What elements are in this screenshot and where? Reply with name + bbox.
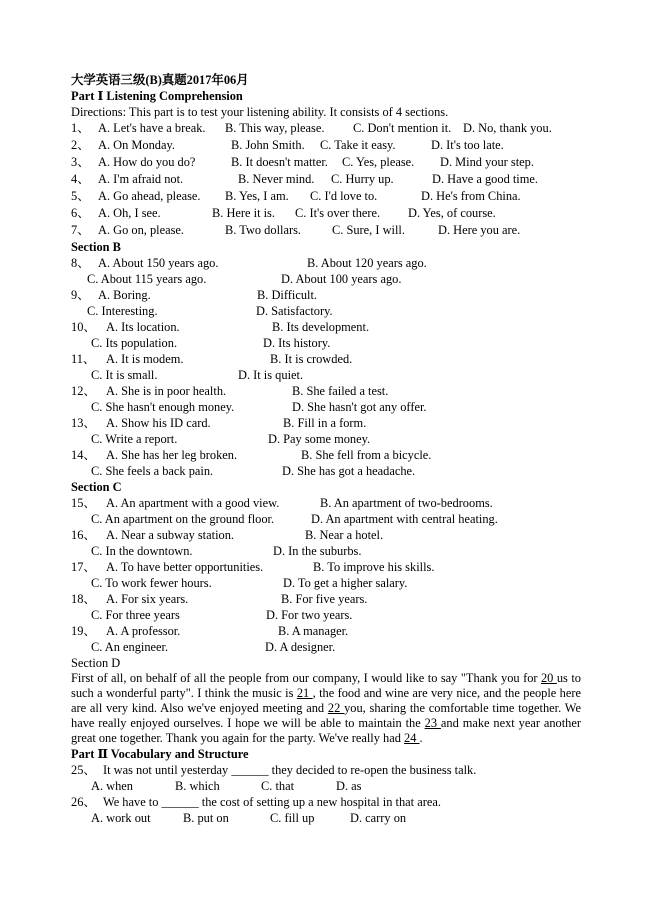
option-d: D. It's too late. [431, 138, 504, 152]
passage-text: First of all, on behalf of all the people from our company, I would like to say "Thank you for [71, 671, 541, 685]
option-c: C. An engineer. [91, 640, 169, 654]
option-c: C. Sure, I will. [332, 223, 405, 237]
question-19 [71, 623, 581, 655]
option-b: B. An apartment of two-bedrooms. [320, 496, 493, 510]
option-b: B. Fill in a form. [283, 416, 367, 430]
option-d: D. About 100 years ago. [281, 272, 402, 286]
option-a: A. A professor. [106, 624, 181, 638]
question-9 [71, 287, 581, 319]
question-16 [71, 527, 581, 559]
question-number: 11、 [71, 352, 96, 366]
option-c: C. For three years [91, 608, 180, 622]
option-d: D. He's from China. [421, 189, 521, 203]
question-stem: We have to ______ the cost of setting up a new hospital in that area. [103, 795, 441, 809]
question-number: 12、 [71, 384, 96, 398]
option-b: B. Two dollars. [225, 223, 302, 237]
question-number: 14、 [71, 448, 96, 462]
option-d: D. Pay some money. [268, 432, 371, 446]
option-c: C. Hurry up. [331, 172, 394, 186]
option-d: D. Here you are. [438, 223, 521, 237]
question-17 [71, 559, 581, 591]
option-d: D. Satisfactory. [256, 304, 333, 318]
question-number: 17、 [71, 560, 96, 574]
option-a: A. Near a subway station. [106, 528, 235, 542]
option-c: C. An apartment on the ground floor. [91, 512, 275, 526]
option-d: D. No, thank you. [463, 121, 552, 135]
question-8 [71, 255, 581, 287]
question-12 [71, 383, 581, 415]
question-number: 25、 [71, 763, 96, 777]
option-a: A. Show his ID card. [106, 416, 211, 430]
passage-text: us to such a wonderful party". I think the music is [71, 671, 581, 700]
question-number: 1、 [71, 121, 90, 135]
option-d: D. To get a higher salary. [283, 576, 408, 590]
question-number: 18、 [71, 592, 96, 606]
option-b: B. She failed a test. [292, 384, 389, 398]
question-3 [71, 154, 581, 171]
option-d: D. It is quiet. [238, 368, 304, 382]
option-c: C. It is small. [91, 368, 158, 382]
option-c: C. that [261, 779, 295, 793]
question-number: 19、 [71, 624, 96, 638]
option-d: D. In the suburbs. [273, 544, 362, 558]
question-25 [71, 762, 581, 794]
part2-heading: Part Ⅱ Vocabulary and Structure [71, 747, 249, 761]
question-26 [71, 794, 581, 826]
question-14 [71, 447, 581, 479]
option-b: B. This way, please. [225, 121, 325, 135]
option-a: A. She is in poor health. [106, 384, 227, 398]
option-a: A. Oh, I see. [98, 206, 161, 220]
passage-text: , the food and wine are very nice, and the people here are all very kind. Also we've enjoyed meeting and [71, 686, 581, 715]
section-d-passage [71, 671, 581, 746]
question-6 [71, 205, 581, 222]
question-number: 8、 [71, 256, 90, 270]
option-c: C. It's over there. [295, 206, 381, 220]
option-b: B. Never mind. [238, 172, 315, 186]
option-a: A. Boring. [98, 288, 151, 302]
option-c: C. Take it easy. [320, 138, 396, 152]
option-c: C. About 115 years ago. [87, 272, 207, 286]
blank-24: 24 [404, 731, 420, 745]
option-a: A. when [91, 779, 133, 793]
option-c: C. Write a report. [91, 432, 178, 446]
section-d-heading: Section D [71, 656, 121, 670]
question-11 [71, 351, 581, 383]
blank-21: 21 [296, 686, 313, 700]
option-a: A. It is modem. [106, 352, 184, 366]
option-c: C. Its population. [91, 336, 178, 350]
option-a: A. I'm afraid not. [98, 172, 184, 186]
passage-text: . [419, 731, 423, 745]
question-7 [71, 222, 581, 239]
option-c: C. Yes, please. [342, 155, 415, 169]
option-b: B. It doesn't matter. [231, 155, 328, 169]
blank-23: 23 [424, 716, 441, 730]
option-a: A. For six years. [106, 592, 189, 606]
option-b: B. John Smith. [231, 138, 305, 152]
question-4 [71, 171, 581, 188]
option-d: D. Its history. [263, 336, 331, 350]
option-b: B. Its development. [272, 320, 370, 334]
blank-20: 20 [540, 671, 557, 685]
option-b: B. About 120 years ago. [307, 256, 427, 270]
option-d: D. For two years. [266, 608, 353, 622]
part1-heading: Part Ⅰ Listening Comprehension [71, 89, 243, 103]
option-a: A. Let's have a break. [98, 121, 206, 135]
option-c: C. She feels a back pain. [91, 464, 214, 478]
option-d: D. Have a good time. [432, 172, 538, 186]
option-d: D. She has got a headache. [282, 464, 416, 478]
option-a: A. She has her leg broken. [106, 448, 238, 462]
option-c: C. She hasn't enough money. [91, 400, 235, 414]
option-b: B. Here it is. [212, 206, 275, 220]
option-b: B. She fell from a bicycle. [301, 448, 432, 462]
section-c [71, 495, 581, 655]
option-b: B. Yes, I am. [225, 189, 289, 203]
question-number: 13、 [71, 416, 96, 430]
question-number: 3、 [71, 155, 90, 169]
option-c: C. In the downtown. [91, 544, 193, 558]
option-b: B. It is crowded. [270, 352, 353, 366]
question-number: 6、 [71, 206, 90, 220]
option-d: D. An apartment with central heating. [311, 512, 498, 526]
passage-text: and make next year another great one together. Thank you again for the party. We've really had [71, 716, 581, 745]
question-number: 4、 [71, 172, 90, 186]
option-a: A. About 150 years ago. [98, 256, 219, 270]
section-a [71, 120, 581, 239]
section-b [71, 255, 581, 479]
option-a: A. Go ahead, please. [98, 189, 201, 203]
question-number: 7、 [71, 223, 90, 237]
option-d: D. She hasn't got any offer. [292, 400, 427, 414]
question-number: 16、 [71, 528, 96, 542]
option-c: C. I'd love to. [310, 189, 378, 203]
question-15 [71, 495, 581, 527]
question-stem: It was not until yesterday ______ they decided to re-open the business talk. [103, 763, 477, 777]
option-d: D. carry on [350, 811, 407, 825]
option-d: D. Mind your step. [440, 155, 534, 169]
option-a: A. How do you do? [98, 155, 196, 169]
question-13 [71, 415, 581, 447]
option-c: C. fill up [270, 811, 315, 825]
option-a: A. work out [91, 811, 151, 825]
question-number: 15、 [71, 496, 96, 510]
question-2 [71, 137, 581, 154]
option-a: A. Its location. [106, 320, 180, 334]
option-d: D. A designer. [265, 640, 336, 654]
option-b: B. Difficult. [257, 288, 317, 302]
passage-text: you, sharing the comfortable time together. We have really enjoyed ourselves. I hope we will be able to maintain the [71, 701, 581, 730]
question-number: 5、 [71, 189, 90, 203]
option-a: A. To have better opportunities. [106, 560, 264, 574]
question-number: 2、 [71, 138, 90, 152]
blank-22: 22 [327, 701, 345, 715]
question-1 [71, 120, 581, 137]
option-b: B. which [175, 779, 220, 793]
option-d: D. Yes, of course. [408, 206, 496, 220]
option-a: A. Go on, please. [98, 223, 185, 237]
question-number: 26、 [71, 795, 96, 809]
section-c-heading: Section C [71, 480, 122, 494]
part1-directions: Directions: This part is to test your listening ability. It consists of 4 sections. [71, 105, 449, 119]
option-d: D. as [336, 779, 362, 793]
part2-questions [71, 762, 581, 826]
exam-page [71, 72, 581, 826]
option-b: B. put on [183, 811, 229, 825]
option-a: A. On Monday. [98, 138, 175, 152]
option-b: B. For five years. [281, 592, 368, 606]
option-b: B. A manager. [278, 624, 349, 638]
question-number: 9、 [71, 288, 90, 302]
question-number: 10、 [71, 320, 96, 334]
option-c: C. Interesting. [87, 304, 158, 318]
option-a: A. An apartment with a good view. [106, 496, 280, 510]
option-c: C. To work fewer hours. [91, 576, 212, 590]
question-18 [71, 591, 581, 623]
page-title: 大学英语三级(B)真题2017年06月 [71, 73, 249, 87]
option-b: B. To improve his skills. [313, 560, 435, 574]
question-10 [71, 319, 581, 351]
option-b: B. Near a hotel. [305, 528, 384, 542]
question-5 [71, 188, 581, 205]
section-b-heading: Section B [71, 240, 121, 254]
option-c: C. Don't mention it. [353, 121, 452, 135]
